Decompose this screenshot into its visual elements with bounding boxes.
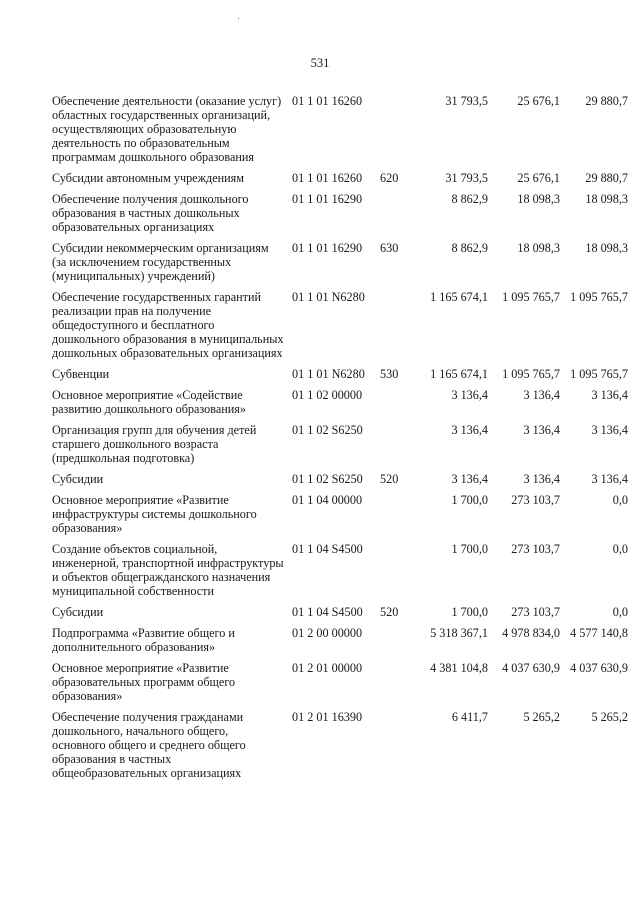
row-value-1: 3 136,4: [451, 388, 488, 402]
row-code: 01 1 01 N6280: [292, 290, 365, 304]
row-type: 630: [380, 241, 399, 255]
table-row: [0, 710, 640, 780]
table-row: [0, 290, 640, 360]
row-code: 01 1 01 16260: [292, 171, 363, 185]
row-code: 01 1 02 00000: [292, 388, 363, 402]
row-value-2: 4 037 630,9: [502, 661, 560, 675]
row-name: Основное мероприятие «Развитие инфраструктуры системы дошкольного образования»: [52, 493, 257, 535]
row-code: 01 2 01 16390: [292, 710, 363, 724]
row-value-1: 31 793,5: [445, 94, 488, 108]
row-code: 01 1 01 16290: [292, 241, 363, 255]
row-value-2: 25 676,1: [517, 171, 560, 185]
row-value-3: 1 095 765,7: [570, 367, 628, 381]
row-value-1: 1 700,0: [451, 493, 488, 507]
row-value-3: 0,0: [612, 493, 628, 507]
row-value-1: 3 136,4: [451, 423, 488, 437]
row-name: Субсидии: [52, 472, 104, 486]
table-row: [0, 661, 640, 703]
row-type: 620: [380, 171, 399, 185]
row-value-3: 4 577 140,8: [570, 626, 628, 640]
row-code: 01 2 00 00000: [292, 626, 363, 640]
row-code: 01 1 04 00000: [292, 493, 363, 507]
row-value-1: 1 700,0: [451, 605, 488, 619]
row-value-1: 4 381 104,8: [430, 661, 488, 675]
budget-table: [0, 94, 640, 787]
table-row: [0, 241, 640, 283]
row-code: 01 2 01 00000: [292, 661, 363, 675]
row-value-3: 18 098,3: [585, 192, 628, 206]
row-value-3: 0,0: [612, 605, 628, 619]
table-row: [0, 493, 640, 535]
row-name: Основное мероприятие «Развитие образовательных программ общего образования»: [52, 661, 236, 703]
row-value-3: 3 136,4: [591, 388, 628, 402]
row-value-2: 4 978 834,0: [502, 626, 560, 640]
table-row: [0, 388, 640, 416]
table-row: [0, 423, 640, 465]
row-name: Организация групп для обучения детей старшего дошкольного возраста (предшкольная подготовка): [52, 423, 257, 465]
table-row: [0, 626, 640, 654]
row-value-3: 18 098,3: [585, 241, 628, 255]
row-value-2: 273 103,7: [511, 605, 560, 619]
row-name: Обеспечение государственных гарантий реализации прав на получение общедоступного и бесплатного дошкольного образования в муниципальных дошкольных образовательных организациях: [52, 290, 284, 360]
row-value-3: 3 136,4: [591, 423, 628, 437]
row-name: Подпрограмма «Развитие общего и дополнительного образования»: [52, 626, 235, 654]
row-value-3: 29 880,7: [585, 171, 628, 185]
row-code: 01 1 02 S6250: [292, 472, 363, 486]
row-type: 520: [380, 472, 399, 486]
row-name: Обеспечение деятельности (оказание услуг) областных государственных организаций, осуществляющих образовательную деятельность по образовательным программам дошкольного образования: [52, 94, 282, 164]
row-value-2: 3 136,4: [523, 423, 560, 437]
table-row: [0, 605, 640, 619]
scan-speck: [238, 18, 239, 19]
row-code: 01 1 04 S4500: [292, 605, 363, 619]
row-code: 01 1 04 S4500: [292, 542, 363, 556]
table-row: [0, 367, 640, 381]
row-value-1: 8 862,9: [451, 192, 488, 206]
row-code: 01 1 01 16260: [292, 94, 363, 108]
row-value-2: 3 136,4: [523, 472, 560, 486]
table-row: [0, 472, 640, 486]
table-row: [0, 171, 640, 185]
row-name: Субсидии автономным учреждениям: [52, 171, 244, 185]
row-value-2: 273 103,7: [511, 493, 560, 507]
row-value-2: 3 136,4: [523, 388, 560, 402]
row-value-1: 6 411,7: [451, 710, 488, 724]
row-value-3: 5 265,2: [591, 710, 628, 724]
row-value-2: 5 265,2: [523, 710, 560, 724]
table-row: [0, 192, 640, 234]
row-value-3: 3 136,4: [591, 472, 628, 486]
row-name: Субвенции: [52, 367, 110, 381]
row-value-3: 1 095 765,7: [570, 290, 628, 304]
row-value-2: 1 095 765,7: [502, 290, 560, 304]
row-name: Субсидии некоммерческим организациям (за исключением государственных (муниципальных) учреждений): [52, 241, 269, 283]
page-number: 531: [310, 56, 330, 70]
row-name: Обеспечение получения дошкольного образования в частных дошкольных образовательных организациях: [52, 192, 249, 234]
row-code: 01 1 01 N6280: [292, 367, 365, 381]
row-value-1: 31 793,5: [445, 171, 488, 185]
row-value-3: 29 880,7: [585, 94, 628, 108]
row-value-1: 1 165 674,1: [430, 290, 488, 304]
row-value-2: 18 098,3: [517, 241, 560, 255]
row-value-1: 5 318 367,1: [430, 626, 488, 640]
row-value-3: 4 037 630,9: [570, 661, 628, 675]
row-value-1: 8 862,9: [451, 241, 488, 255]
row-value-1: 1 700,0: [451, 542, 488, 556]
row-code: 01 1 01 16290: [292, 192, 363, 206]
row-name: Субсидии: [52, 605, 104, 619]
row-type: 530: [380, 367, 399, 381]
row-name: Основное мероприятие «Содействие развитию дошкольного образования»: [52, 388, 246, 416]
row-value-2: 1 095 765,7: [502, 367, 560, 381]
row-value-2: 18 098,3: [517, 192, 560, 206]
row-value-2: 273 103,7: [511, 542, 560, 556]
table-row: [0, 94, 640, 164]
row-value-2: 25 676,1: [517, 94, 560, 108]
row-value-1: 3 136,4: [451, 472, 488, 486]
row-value-3: 0,0: [612, 542, 628, 556]
row-type: 520: [380, 605, 399, 619]
row-code: 01 1 02 S6250: [292, 423, 363, 437]
row-name: Обеспечение получения гражданами дошкольного, начального общего, основного общего и среднего общего образования в частных общеобразовательных организациях: [52, 710, 246, 780]
row-value-1: 1 165 674,1: [430, 367, 488, 381]
table-row: [0, 542, 640, 598]
row-name: Создание объектов социальной, инженерной, транспортной инфраструктуры и объектов общегражданского назначения муниципальной собственности: [52, 542, 284, 598]
